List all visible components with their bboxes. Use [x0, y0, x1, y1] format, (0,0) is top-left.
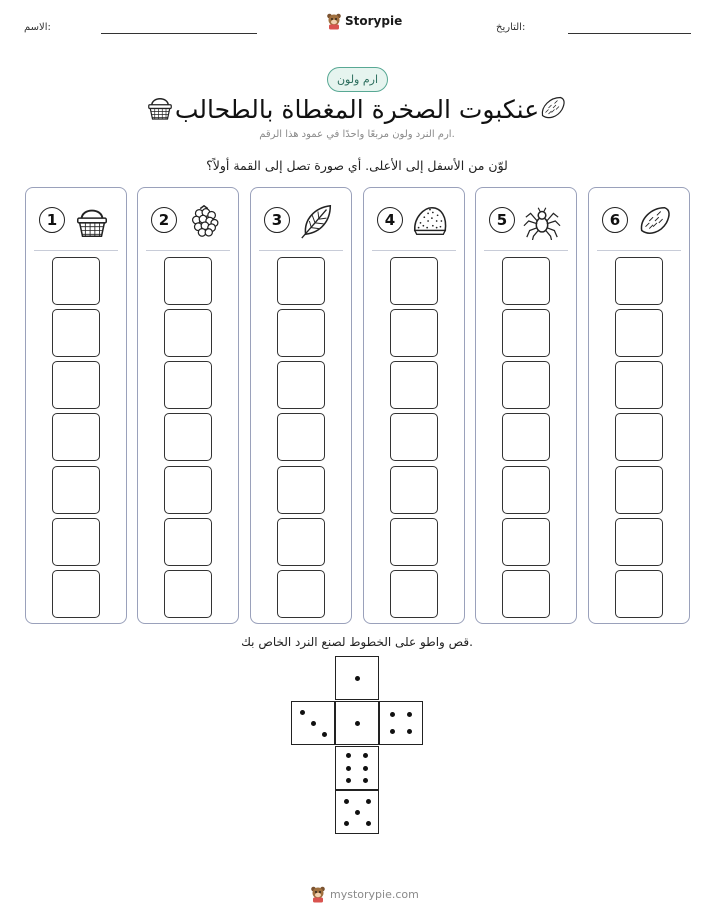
- moss-rock-icon: [411, 202, 449, 240]
- column-divider: [372, 250, 456, 251]
- color-square[interactable]: [277, 257, 325, 305]
- color-square[interactable]: [615, 361, 663, 409]
- color-square[interactable]: [52, 570, 100, 618]
- color-square[interactable]: [164, 257, 212, 305]
- activity-badge: ارم ولون: [327, 67, 388, 92]
- instruction: لوّن من الأسفل إلى الأعلى. أي صورة تصل إلى القمة أولاً؟: [206, 158, 508, 173]
- footer: [310, 885, 419, 903]
- date-line[interactable]: [568, 33, 691, 34]
- column-divider: [146, 250, 230, 251]
- color-square[interactable]: [502, 570, 550, 618]
- dice-pip: [407, 729, 412, 734]
- column-4: [363, 187, 465, 624]
- color-square[interactable]: [390, 309, 438, 357]
- color-square[interactable]: [164, 309, 212, 357]
- dice-pip: [322, 732, 327, 737]
- bear-mascot-icon: [326, 12, 342, 30]
- dice-pip: [344, 799, 349, 804]
- dice-pip: [355, 676, 360, 681]
- color-square[interactable]: [615, 309, 663, 357]
- color-square[interactable]: [277, 361, 325, 409]
- column-header: [138, 202, 238, 242]
- basket-icon: [145, 92, 175, 122]
- color-square[interactable]: [390, 361, 438, 409]
- name-label: الاسم:: [24, 22, 51, 33]
- dice-face-3: [291, 701, 335, 745]
- color-square[interactable]: [52, 361, 100, 409]
- column-divider: [259, 250, 343, 251]
- color-square[interactable]: [52, 466, 100, 514]
- color-square[interactable]: [52, 413, 100, 461]
- dice-face-1: [335, 656, 379, 700]
- column-number: 2: [151, 207, 177, 233]
- color-square[interactable]: [164, 361, 212, 409]
- column-header: [364, 202, 464, 242]
- column-number: 5: [489, 207, 515, 233]
- column-6: [588, 187, 690, 624]
- color-square[interactable]: [277, 309, 325, 357]
- dice-pip: [363, 766, 368, 771]
- color-square[interactable]: [615, 518, 663, 566]
- seed-icon: [636, 202, 674, 240]
- color-square[interactable]: [277, 518, 325, 566]
- color-square[interactable]: [164, 570, 212, 618]
- dice-pip: [363, 753, 368, 758]
- footer-url: mystorypie.com: [330, 887, 419, 901]
- color-square[interactable]: [502, 518, 550, 566]
- dice-instruction: قص واطو على الخطوط لصنع النرد الخاص بك.: [241, 635, 473, 649]
- column-divider: [597, 250, 681, 251]
- brand-name: Storypie: [345, 14, 403, 28]
- dice-pip: [346, 778, 351, 783]
- column-1: [25, 187, 127, 624]
- dice-face-5: [335, 790, 379, 834]
- raspberry-icon: [185, 202, 223, 240]
- color-square[interactable]: [52, 309, 100, 357]
- color-square[interactable]: [277, 466, 325, 514]
- dice-pip: [407, 712, 412, 717]
- dice-pip: [363, 778, 368, 783]
- dice-pip: [355, 721, 360, 726]
- brand-logo: [326, 12, 402, 30]
- dice-pip: [366, 799, 371, 804]
- color-square[interactable]: [390, 413, 438, 461]
- color-square[interactable]: [164, 466, 212, 514]
- color-square[interactable]: [615, 413, 663, 461]
- dice-face-1: [335, 701, 379, 745]
- dice-pip: [366, 821, 371, 826]
- subtitle: ارم النرد ولون مربعًا واحدًا في عمود هذا الرقم.: [259, 129, 455, 140]
- column-number: 6: [602, 207, 628, 233]
- page-title: [0, 90, 714, 130]
- basket-icon: [73, 202, 111, 240]
- dice-pip: [355, 810, 360, 815]
- color-square[interactable]: [615, 466, 663, 514]
- spider-icon: [523, 202, 561, 240]
- color-square[interactable]: [52, 257, 100, 305]
- leaf-icon: [298, 202, 336, 240]
- column-header: [26, 202, 126, 242]
- bear-mascot-icon: [310, 885, 326, 903]
- color-square[interactable]: [615, 570, 663, 618]
- dice-pip: [300, 710, 305, 715]
- column-2: [137, 187, 239, 624]
- color-square[interactable]: [164, 518, 212, 566]
- dice-pip: [390, 729, 395, 734]
- color-square[interactable]: [502, 309, 550, 357]
- column-number: 1: [39, 207, 65, 233]
- color-square[interactable]: [502, 413, 550, 461]
- dice-face-4: [379, 701, 423, 745]
- color-square[interactable]: [502, 361, 550, 409]
- color-square[interactable]: [615, 257, 663, 305]
- dice-pip: [346, 766, 351, 771]
- column-number: 3: [264, 207, 290, 233]
- column-5: [475, 187, 577, 624]
- dice-pip: [390, 712, 395, 717]
- date-label: التاريخ:: [496, 22, 526, 33]
- color-square[interactable]: [390, 466, 438, 514]
- color-square[interactable]: [390, 257, 438, 305]
- dice-face-6: [335, 746, 379, 790]
- color-square[interactable]: [502, 257, 550, 305]
- column-number: 4: [377, 207, 403, 233]
- color-square[interactable]: [390, 518, 438, 566]
- name-line[interactable]: [101, 33, 257, 34]
- column-header: [251, 202, 351, 242]
- color-square[interactable]: [277, 413, 325, 461]
- dice-pip: [344, 821, 349, 826]
- column-header: [476, 202, 576, 242]
- column-header: [589, 202, 689, 242]
- dice-pip: [311, 721, 316, 726]
- color-square[interactable]: [390, 570, 438, 618]
- color-square[interactable]: [52, 518, 100, 566]
- column-3: [250, 187, 352, 624]
- column-divider: [34, 250, 118, 251]
- page-title-text: عنكبوت الصخرة المغطاة بالطحالب: [174, 95, 540, 124]
- dice-pip: [346, 753, 351, 758]
- color-square[interactable]: [277, 570, 325, 618]
- color-square[interactable]: [164, 413, 212, 461]
- column-divider: [484, 250, 568, 251]
- color-square[interactable]: [502, 466, 550, 514]
- seed-icon: [538, 93, 568, 123]
